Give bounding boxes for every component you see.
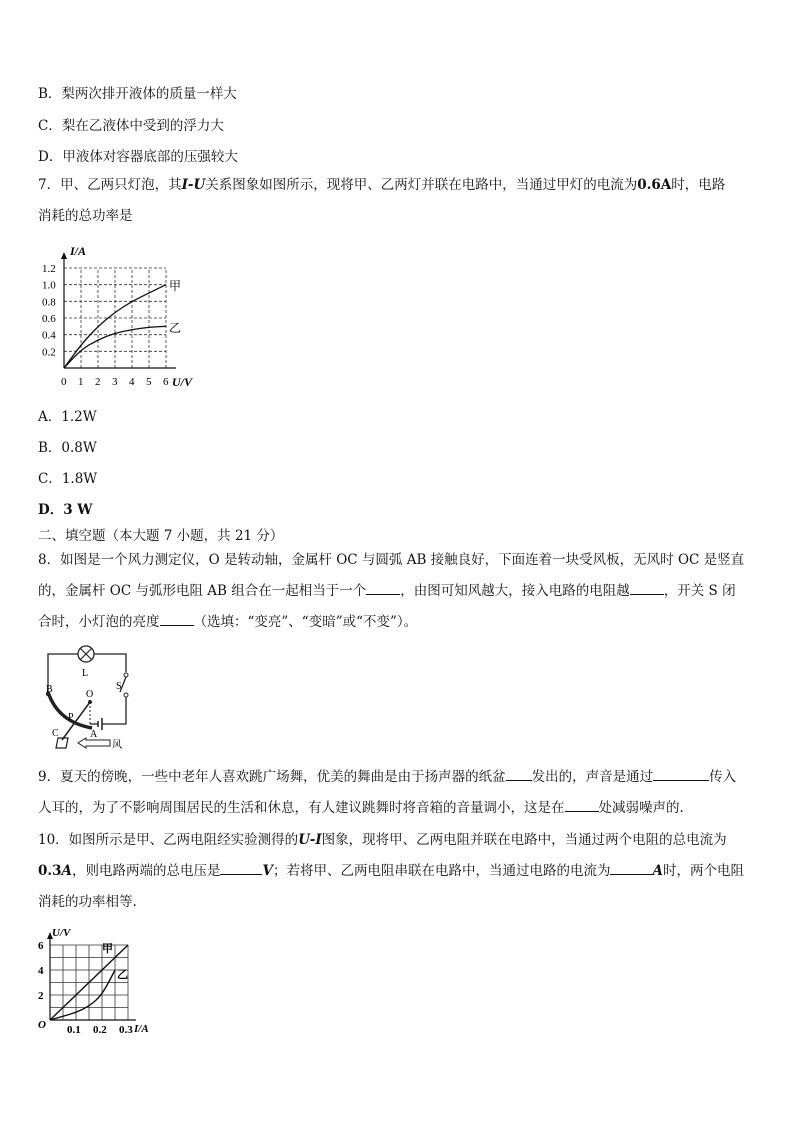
- label-b: B: [46, 684, 53, 695]
- x-tick-label: 6: [163, 376, 169, 388]
- question-9: 9．夏天的傍晚，一些中老年人喜欢跳广场舞，优美的舞曲是由于扬声器的纸盆 发出的，声音是通过 传入 人耳的，为了不影响周围居民的生活和休息，有人建议跳舞时将音箱的音量调小，这是在 处减弱噪声的.: [38, 762, 758, 824]
- q10-blank-1[interactable]: [220, 860, 262, 875]
- q7-option-d: D．3 W: [38, 502, 93, 518]
- chart-q7-series-label-yi: 乙: [169, 321, 182, 335]
- x-tick-label: 4: [129, 376, 135, 388]
- q9-blank-3[interactable]: [565, 797, 599, 812]
- chart-q10-ylabel: U/V: [52, 927, 71, 939]
- y-axis-arrow: [61, 252, 67, 259]
- q8-blank-2[interactable]: [630, 580, 664, 595]
- wind-arrow: [78, 738, 110, 748]
- label-a: A: [90, 729, 98, 740]
- chart-q10-series-label-jia: 甲: [102, 943, 113, 955]
- chart-q7-iu-graph: [38, 240, 208, 390]
- x-tick-label: 1: [78, 376, 84, 388]
- label-p: P: [68, 712, 74, 723]
- q6-option-b: B．梨两次排开液体的质量一样大: [38, 86, 237, 102]
- label-c: C: [52, 728, 59, 739]
- chart-q10-origin: O: [38, 1019, 46, 1031]
- label-o: O: [86, 689, 94, 700]
- y-tick-label: 1.2: [42, 263, 56, 275]
- q7-option-b: B．0.8W: [38, 440, 97, 456]
- q7-option-a: A．1.2W: [38, 409, 97, 425]
- question-10: 10．如图所示是甲、乙两电阻经实验测得的U-I图象，现将甲、乙两电阻并联在电路中，当通过两个电阻的总电流为 0.3A，则电路两端的总电压是 V；若将甲、乙两电阻串联在电路中，当通过电路的电流为 A时，两个电阻 消耗的功率相等.: [38, 832, 744, 910]
- chart-q10-ui-graph: [30, 924, 170, 1040]
- y-tick-label: 2: [38, 990, 44, 1002]
- metal-rod-oc: [62, 702, 90, 740]
- q10-blank-2[interactable]: [610, 860, 652, 875]
- chart-q10-series-label-yi: 乙: [117, 969, 128, 981]
- y-tick-label: 0.6: [42, 313, 56, 325]
- battery-symbol: [98, 718, 102, 730]
- question-8: 8．如图是一个风力测定仪，O 是转动轴，金属杆 OC 与圆弧 AB 接触良好，下面连着一块受风板，无风时 OC 是竖直 的，金属杆 OC 与弧形电阻 AB 组合在一起相当于一个 ，由图可知风越大，接入电路的电阻越 ，开关 S 闭 合时，小灯泡的亮度 （选填：“变亮”、“变暗”或“不变”）。: [38, 552, 745, 630]
- q6-option-c: C．梨在乙液体中受到的浮力大: [38, 118, 224, 134]
- q7-option-c: C．1.8W: [38, 471, 98, 487]
- y-tick-label: 4: [38, 965, 44, 977]
- section-2-heading: 二、填空题（本大题 7 小题，共 21 分）: [38, 528, 284, 544]
- wind-label: 风: [112, 740, 122, 751]
- x-tick-label: 0.2: [93, 1024, 107, 1036]
- chart-q10-xlabel: I/A: [134, 1023, 149, 1035]
- x-tick-label: 5: [146, 376, 152, 388]
- chart-q7-series-label-jia: 甲: [169, 279, 182, 293]
- q8-blank-1[interactable]: [366, 580, 400, 595]
- y-tick-label: 0.4: [42, 329, 56, 342]
- y-tick-label: 6: [38, 940, 44, 952]
- x-tick-label: 3: [112, 376, 118, 388]
- lamp-label: L: [82, 668, 89, 679]
- question-7: 7．甲、乙两只灯泡，其I-U关系图象如图所示，现将甲、乙两灯并联在电路中，当通过甲灯的电流为0.6A时，电路 消耗的总功率是: [38, 177, 726, 224]
- x-tick-label: 0: [61, 376, 67, 388]
- chart-q7-ylabel: I/A: [70, 244, 87, 258]
- y-tick-label: 0.2: [42, 346, 56, 359]
- q9-blank-2[interactable]: [653, 766, 709, 781]
- q8-blank-3[interactable]: [160, 611, 194, 626]
- x-tick-label: 2: [95, 376, 101, 388]
- y-tick-label: 1.0: [42, 279, 56, 292]
- chart-q7-xlabel: U/V: [172, 375, 193, 389]
- x-tick-label: 0.1: [67, 1024, 81, 1036]
- q6-option-d: D．甲液体对容器底部的压强较大: [38, 149, 238, 165]
- y-tick-label: 0.8: [42, 296, 56, 309]
- x-tick-label: 0.3: [119, 1024, 133, 1036]
- q9-blank-1[interactable]: [506, 766, 532, 781]
- circuit-diagram: [40, 642, 140, 754]
- switch-label: S: [116, 681, 122, 692]
